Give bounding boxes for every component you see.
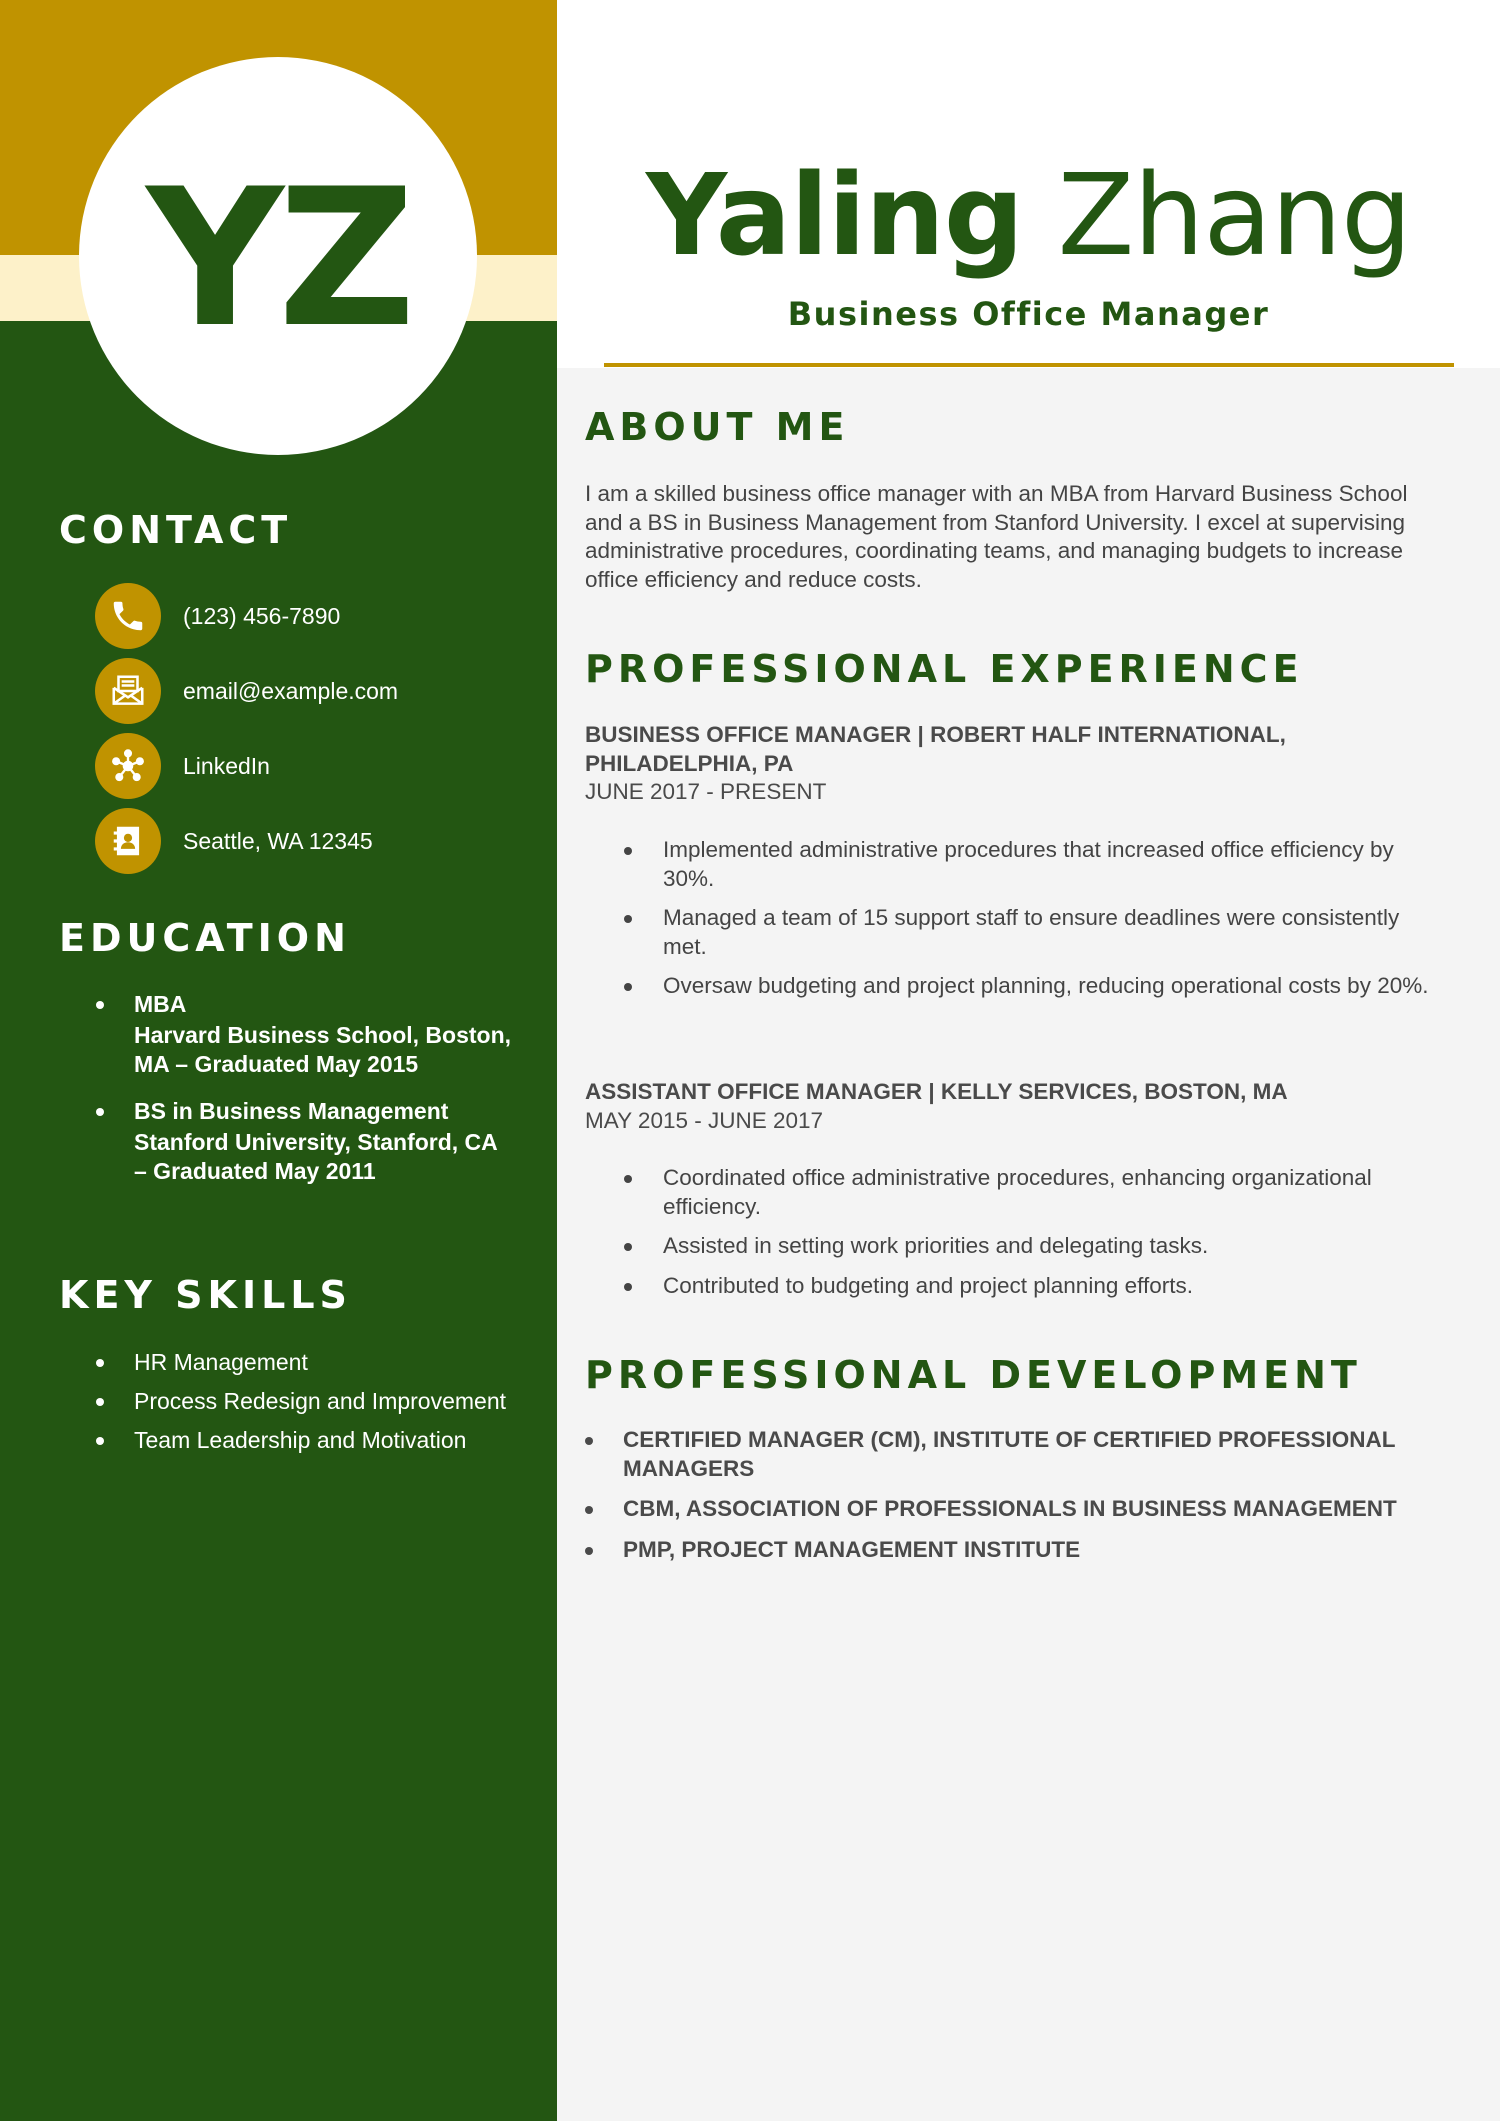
last-name: Zhang [1057, 151, 1412, 281]
job-bullet: Contributed to budgeting and project planning efforts. [622, 1272, 1442, 1301]
contact-location-text: Seattle, WA 12345 [183, 827, 373, 854]
experience-heading: PROFESSIONAL EXPERIENCE [585, 647, 1304, 691]
education-list [96, 990, 516, 1204]
job-bullet: Assisted in setting work priorities and delegating tasks. [622, 1232, 1442, 1261]
development-list [584, 1426, 1454, 1576]
full-name [557, 151, 1500, 281]
contact-email-text: email@example.com [183, 677, 399, 704]
job-dates: MAY 2015 - JUNE 2017 [585, 1108, 824, 1133]
development-item: CERTIFIED MANAGER (CM), INSTITUTE OF CERTIFIED PROFESSIONAL MANAGERS [584, 1426, 1454, 1483]
skill-item: HR Management [96, 1348, 516, 1377]
phone-icon [95, 583, 161, 649]
skills-list [96, 1348, 516, 1465]
development-item: PMP, PROJECT MANAGEMENT INSTITUTE [584, 1536, 1454, 1565]
job-bullets [622, 1164, 1442, 1311]
education-detail: Stanford University, Stanford, CA – Graduated May 2011 [134, 1129, 497, 1184]
job-title: Business Office Manager [787, 295, 1270, 333]
job-dates: JUNE 2017 - PRESENT [585, 779, 827, 804]
envelope-icon [95, 658, 161, 724]
address-book-icon [95, 808, 161, 874]
contact-phone [95, 583, 340, 649]
skill-item: Team Leadership and Motivation [96, 1426, 516, 1455]
header-divider [604, 363, 1454, 367]
job-bullets [622, 836, 1442, 1012]
first-name: Yaling [645, 151, 1024, 281]
education-item [96, 990, 516, 1079]
job-bullet: Implemented administrative procedures that increased office efficiency by 30%. [622, 836, 1442, 893]
about-text: I am a skilled business office manager with an MBA from Harvard Business School and a BS in Business Management from Stanford University. I excel at supervising administrative procedures, coordinating teams, and managing budgets to increase office efficiency and reduce costs. [585, 481, 1408, 592]
skill-item: Process Redesign and Improvement [96, 1387, 516, 1416]
job-bullet: Oversaw budgeting and project planning, reducing operational costs by 20%. [622, 972, 1442, 1001]
skills-heading: KEY SKILLS [59, 1273, 352, 1317]
education-detail: Harvard Business School, Boston, MA – Graduated May 2015 [134, 1022, 512, 1077]
monogram-initials: YZ [146, 148, 410, 369]
job-header: BUSINESS OFFICE MANAGER | ROBERT HALF INTERNATIONAL, PHILADELPHIA, PA [585, 722, 1286, 776]
education-item [96, 1097, 516, 1186]
job-header: ASSISTANT OFFICE MANAGER | KELLY SERVICES, BOSTON, MA [585, 1079, 1288, 1104]
network-icon [95, 733, 161, 799]
contact-location [95, 808, 373, 874]
education-degree: BS in Business Management [134, 1098, 449, 1124]
education-degree: MBA [134, 991, 187, 1017]
contact-email [95, 658, 398, 724]
job-bullet: Coordinated office administrative procedures, enhancing organizational efficiency. [622, 1164, 1442, 1221]
development-heading: PROFESSIONAL DEVELOPMENT [585, 1353, 1362, 1397]
about-heading: ABOUT ME [585, 405, 850, 449]
contact-phone-text: (123) 456-7890 [183, 602, 341, 629]
education-heading: EDUCATION [59, 916, 351, 960]
contact-heading: CONTACT [59, 508, 293, 552]
monogram-badge [79, 57, 477, 455]
job-bullet: Managed a team of 15 support staff to ensure deadlines were consistently met. [622, 904, 1442, 961]
contact-linkedin [95, 733, 270, 799]
development-item: CBM, ASSOCIATION OF PROFESSIONALS IN BUSINESS MANAGEMENT [584, 1495, 1454, 1524]
contact-linkedin-text: LinkedIn [183, 752, 270, 779]
